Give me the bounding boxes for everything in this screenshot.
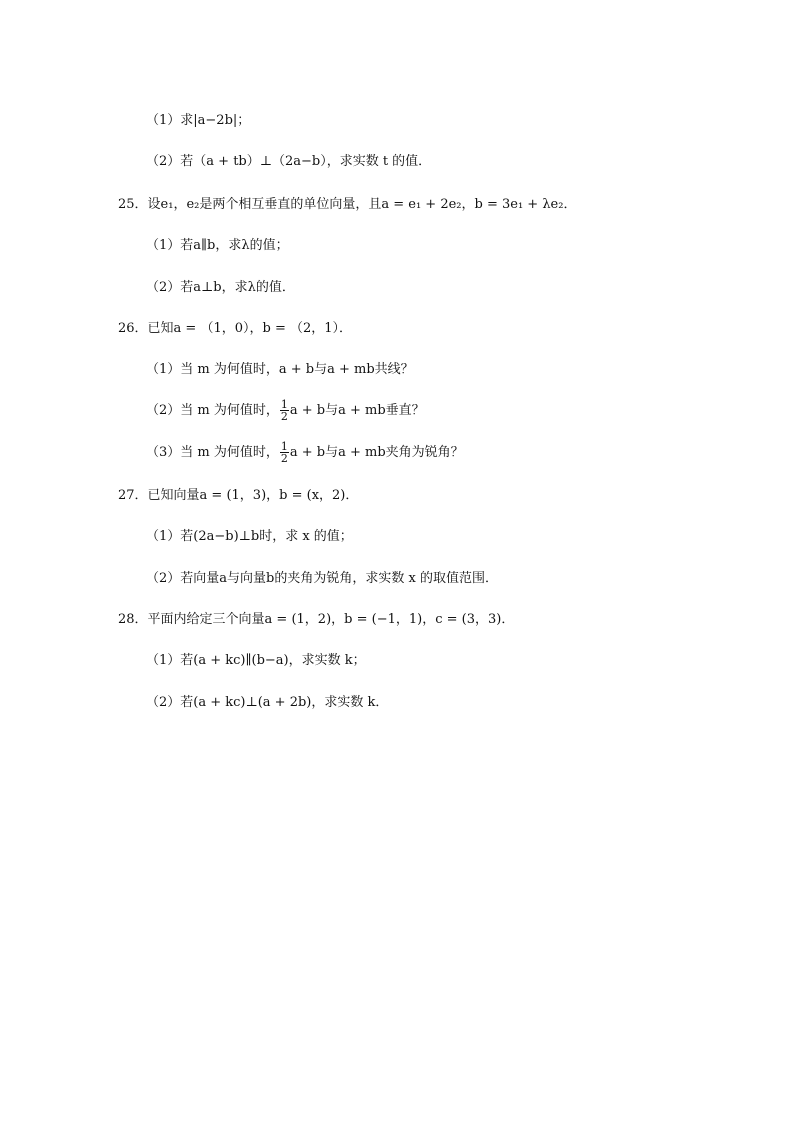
problem-stem: 已知向量a = (1，3)，b = (x，2)．	[147, 488, 359, 503]
part-text: 若（a + tb）⊥（2a−b），求实数 t 的值．	[180, 154, 432, 169]
problem-26-part-2	[146, 399, 425, 422]
problem-26-stem	[118, 320, 352, 338]
fraction-numerator: 1	[280, 440, 288, 453]
problem-25-part-2	[146, 279, 295, 297]
problem-number: 25．	[118, 197, 148, 212]
problem-number: 28．	[118, 612, 148, 627]
problem-26-part-3	[146, 441, 464, 464]
part-label: （1）	[146, 529, 181, 544]
part-text: 若(a + kc)∥(b−a)，求实数 k；	[180, 653, 366, 668]
fraction-denominator: 2	[280, 410, 288, 423]
part-label: （1）	[146, 113, 181, 128]
part-text: 当 m 为何值时，a + b与a + mb共线？	[180, 362, 414, 377]
part-text: a + b与a + mb垂直？	[289, 403, 425, 418]
problem-27-part-1	[146, 528, 353, 546]
part-text: 若(a + kc)⊥(a + 2b)，求实数 k．	[180, 695, 389, 710]
part-label: （3）	[146, 445, 181, 460]
part-text: 若(2a−b)⊥b时，求 x 的值；	[180, 529, 353, 544]
problem-stem: 设e₁，e₂是两个相互垂直的单位向量，且a = e₁ + 2e₂，b = 3e₁ + λe₂．	[147, 197, 577, 212]
fraction-one-half	[280, 399, 289, 422]
problem-28-part-1	[146, 652, 366, 670]
part-prefix: 当 m 为何值时，	[180, 445, 279, 460]
part-label: （1）	[146, 362, 181, 377]
problem-27-stem	[118, 487, 358, 505]
fraction-one-half	[280, 441, 289, 464]
problem-26-part-1	[146, 361, 414, 379]
problem-28-part-2	[146, 694, 388, 712]
problem-24-part-1	[146, 112, 250, 130]
part-label: （2）	[146, 154, 181, 169]
fraction-numerator: 1	[280, 398, 288, 411]
part-prefix: 当 m 为何值时，	[180, 403, 279, 418]
fraction-denominator: 2	[280, 452, 288, 465]
part-text: 若向量a与向量b的夹角为锐角，求实数 x 的取值范围．	[180, 571, 498, 586]
part-label: （2）	[146, 695, 181, 710]
part-text: 求|a−2b|；	[180, 113, 251, 128]
part-label: （2）	[146, 403, 181, 418]
problem-25-part-1	[146, 237, 289, 255]
problem-28-stem	[118, 611, 514, 629]
problem-24-part-2	[146, 153, 431, 171]
problem-25-stem	[118, 196, 576, 214]
problem-number: 27．	[118, 488, 148, 503]
part-text: a + b与a + mb夹角为锐角？	[289, 445, 464, 460]
problem-stem: 已知a = （1，0），b = （2，1）．	[147, 321, 353, 336]
part-text: 若a∥b，求λ的值；	[180, 238, 289, 253]
part-label: （2）	[146, 280, 181, 295]
part-text: 若a⊥b，求λ的值．	[180, 280, 295, 295]
part-label: （1）	[146, 238, 181, 253]
part-label: （2）	[146, 571, 181, 586]
problem-27-part-2	[146, 570, 498, 588]
part-label: （1）	[146, 653, 181, 668]
problem-number: 26．	[118, 321, 148, 336]
problem-stem: 平面内给定三个向量a = (1，2)，b = (−1，1)，c = (3，3)．	[147, 612, 515, 627]
